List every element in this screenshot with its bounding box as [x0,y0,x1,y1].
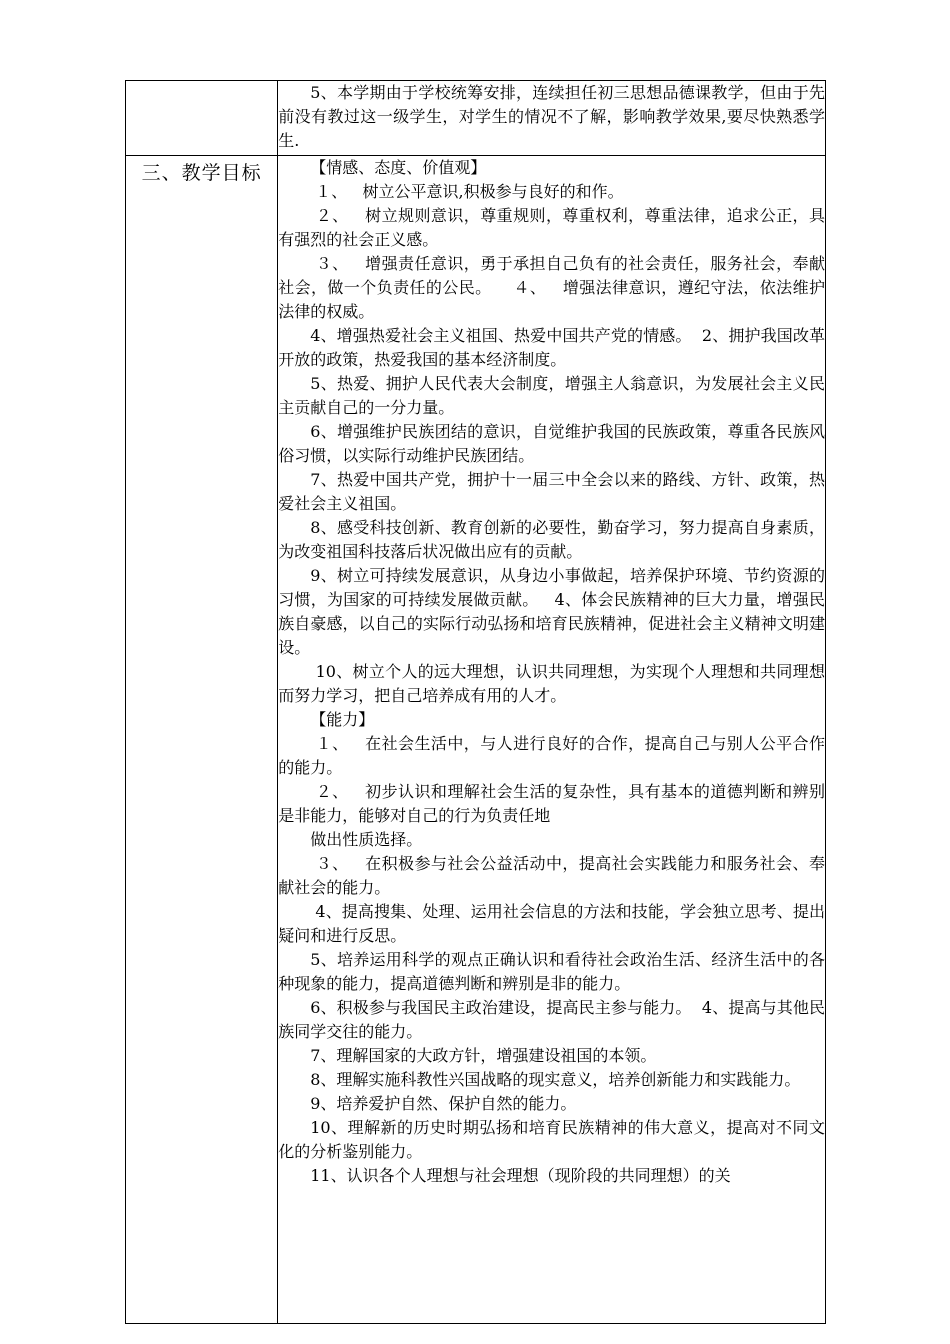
list-item: １、 树立公平意识,积极参与良好的和作。 [310,182,624,201]
teaching-plan-table [125,80,826,1324]
section-label-teaching-goals: 三、教学目标 [141,162,262,184]
list-item: 9、培养爱护自然、保护自然的能力。 [310,1094,577,1113]
list-item: 5、热爱、拥护人民代表大会制度，增强主人翁意识，为发展社会主义民主贡献自己的一分力量。 [278,374,825,417]
list-item: 9、树立可持续发展意识，从身边小事做起，培养保护环境、节约资源的习惯，为国家的可持续发展做贡献。 4、体会民族精神的巨大力量，增强民族自豪感，以自己的实际行动弘扬和培育民族精神，促进社会主义精神文明建设。 [278,566,825,657]
list-item: １、 在社会生活中，与人进行良好的合作，提高自己与别人公平合作的能力。 [278,734,825,777]
list-item: 7、热爱中国共产党，拥护十一届三中全会以来的路线、方针、政策，热爱社会主义祖国。 [278,470,825,513]
list-item: 5、培养运用科学的观点正确认识和看待社会政治生活、经济生活中的各种现象的能力，提高道德判断和辨别是非的能力。 [278,950,825,993]
table-row-teacher-situation [126,81,826,156]
label-cell-empty [126,81,278,156]
list-item: 6、增强维护民族团结的意识，自觉维护我国的民族政策，尊重各民族风俗习惯，以实际行动维护民族团结。 [278,422,825,465]
list-item: ２、 初步认识和理解社会生活的复杂性，具有基本的道德判断和辨别是非能力，能够对自己的行为负责任地 [278,782,825,825]
list-item: ３、 增强责任意识，勇于承担自己负有的社会责任，服务社会，奉献社会，做一个负责任的公民。 ４、 增强法律意识，遵纪守法，依法维护法律的权威。 [278,254,825,321]
list-item: 11、认识各个人理想与社会理想（现阶段的共同理想）的关 [310,1166,731,1185]
list-item: 4、提高搜集、处理、运用社会信息的方法和技能，学会独立思考、提出疑问和进行反思。 [278,902,825,945]
list-item: ２、 树立规则意识，尊重规则，尊重权利，尊重法律，追求公正，具有强烈的社会正义感。 [278,206,825,249]
list-item: 8、感受科技创新、教育创新的必要性，勤奋学习，努力提高自身素质，为改变祖国科技落后状况做出应有的贡献。 [278,518,825,561]
section-heading-ability: 【能力】 [310,710,375,729]
list-item: 6、积极参与我国民主政治建设，提高民主参与能力。 4、提高与其他民族同学交往的能力。 [278,998,825,1041]
intro-paragraph: 5、本学期由于学校统筹安排，连续担任初三思想品德课教学，但由于先前没有教过这一级学生，对学生的情况不了解，影响教学效果,要尽快熟悉学生. [278,83,825,150]
table-row-teaching-goals [126,156,826,1324]
section-heading-values: 【情感、态度、价值观】 [310,158,487,177]
list-item: 4、增强热爱社会主义祖国、热爱中国共产党的情感。 2、拥护我国改革开放的政策，热爱我国的基本经济制度。 [278,326,825,369]
content-cell-intro [278,81,826,156]
list-item: 8、理解实施科教性兴国战略的现实意义，培养创新能力和实践能力。 [310,1070,801,1089]
list-item: 做出性质选择。 [310,830,423,849]
list-item: 7、理解国家的大政方针，增强建设祖国的本领。 [310,1046,657,1065]
list-item: 10、树立个人的远大理想，认识共同理想，为实现个人理想和共同理想而努力学习，把自己培养成有用的人才。 [278,662,825,705]
label-cell-goals [126,156,278,1324]
content-cell-goals [278,156,826,1324]
list-item: ３、 在积极参与社会公益活动中，提高社会实践能力和服务社会、奉献社会的能力。 [278,854,825,897]
list-item: 10、理解新的历史时期弘扬和培育民族精神的伟大意义，提高对不同文化的分析鉴别能力。 [278,1118,825,1161]
